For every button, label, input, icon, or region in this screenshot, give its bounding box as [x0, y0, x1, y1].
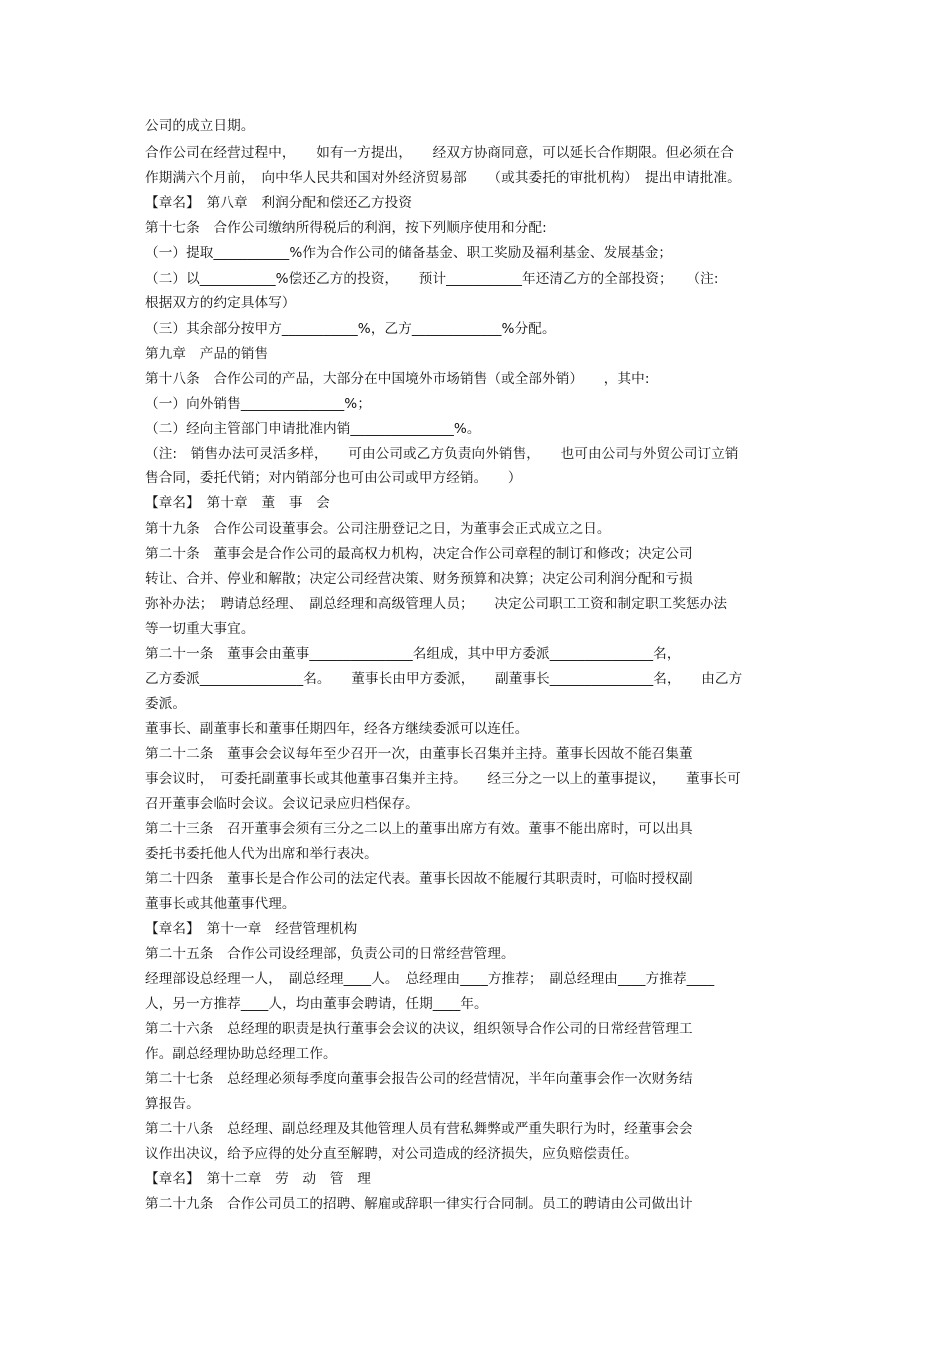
text-line: （二）以___________%偿还乙方的投资， 预计___________年还清乙方的全部投资； （注:	[145, 271, 719, 287]
article-line: 第十八条 合作公司的产品，大部分在中国境外市场销售（或全部外销） ，其中:	[145, 371, 650, 387]
article-line: 第二十四条 董事长是合作公司的法定代表。董事长因故不能履行其职责时，可临时授权副	[145, 871, 693, 887]
text-line: 合作公司在经营过程中， 如有一方提出， 经双方协商同意，可以延长合作期限。但必须在合	[145, 145, 734, 161]
text-line: （一）提取___________%作为合作公司的储备基金、职工奖励及福利基金、发展基金；	[145, 245, 673, 261]
text-line: 根据双方的约定具体写）	[145, 295, 296, 311]
article-line: 第二十七条 总经理必须每季度向董事会报告公司的经营情况，半年向董事会作一次财务结	[145, 1071, 693, 1087]
chapter-heading: 第九章 产品的销售	[145, 346, 269, 362]
text-line: 售合同，委托代销；对内销部分也可由公司或甲方经销。 ）	[145, 470, 522, 486]
article-line: 第二十八条 总经理、副总经理及其他管理人员有营私舞弊或严重失职行为时，经董事会会	[145, 1121, 693, 1137]
text-line: 董事长或其他董事代理。	[145, 896, 296, 912]
text-line: 公司的成立日期。	[145, 118, 255, 134]
text-line: 召开董事会临时会议。会议记录应归档保存。	[145, 796, 419, 812]
text-line: （注: 销售办法可灵活多样， 可由公司或乙方负责向外销售， 也可由公司与外贸公司订立销	[145, 446, 739, 462]
text-line: 乙方委派_______________名。 董事长由甲方委派， 副董事长_______________名， 由乙方	[145, 671, 743, 687]
text-line: 弥补办法； 聘请总经理、 副总经理和高级管理人员； 决定公司职工工资和制定职工奖惩办法	[145, 596, 728, 612]
chapter-heading: 【章名】 第八章 利润分配和偿还乙方投资	[145, 195, 413, 211]
chapter-heading: 【章名】 第十一章 经营管理机构	[145, 921, 358, 937]
text-line: 议作出决议，给予应得的处分直至解聘，对公司造成的经济损失，应负赔偿责任。	[145, 1146, 638, 1162]
chapter-heading: 【章名】 第十章 董 事 会	[145, 495, 330, 511]
text-line: 经理部设总经理一人， 副总经理____人。 总经理由____方推荐； 副总经理由____方推荐____	[145, 971, 715, 987]
text-line: 算报告。	[145, 1096, 200, 1112]
text-line: 人，另一方推荐____人，均由董事会聘请，任期____年。	[145, 996, 488, 1012]
article-line: 第二十条 董事会是合作公司的最高权力机构，决定合作公司章程的制订和修改；决定公司	[145, 546, 693, 562]
article-line: 第二十九条 合作公司员工的招聘、解雇或辞职一律实行合同制。员工的聘请由公司做出计	[145, 1196, 693, 1212]
text-line: 作。副总经理协助总经理工作。	[145, 1046, 337, 1062]
text-line: （三）其余部分按甲方___________%，乙方_____________%分配。	[145, 321, 556, 337]
text-line: 等一切重大事宜。	[145, 621, 255, 637]
article-line: 第二十六条 总经理的职责是执行董事会会议的决议，组织领导合作公司的日常经营管理工	[145, 1021, 693, 1037]
text-line: 事会议时， 可委托副董事长或其他董事召集并主持。 经三分之一以上的董事提议， 董事长可	[145, 771, 741, 787]
text-line: 转让、合并、停业和解散；决定公司经营决策、财务预算和决算；决定公司利润分配和亏损	[145, 571, 693, 587]
text-line: （二）经向主管部门申请批准内销_______________%。	[145, 421, 481, 437]
text-line: （一）向外销售_______________%；	[145, 396, 372, 412]
article-line: 第十七条 合作公司缴纳所得税后的利润，按下列顺序使用和分配:	[145, 220, 547, 236]
article-line: 第二十五条 合作公司设经理部，负责公司的日常经营管理。	[145, 946, 515, 962]
article-line: 第十九条 合作公司设董事会。公司注册登记之日，为董事会正式成立之日。	[145, 521, 611, 537]
article-line: 第二十三条 召开董事会须有三分之二以上的董事出席方有效。董事不能出席时，可以出具	[145, 821, 693, 837]
article-line: 第二十二条 董事会会议每年至少召开一次，由董事长召集并主持。董事长因故不能召集董	[145, 746, 693, 762]
chapter-heading: 【章名】 第十二章 劳 动 管 理	[145, 1171, 371, 1187]
text-line: 作期满六个月前， 向中华人民共和国对外经济贸易部 （或其委托的审批机构） 提出申请批准。	[145, 170, 741, 186]
text-line: 委托书委托他人代为出席和举行表决。	[145, 846, 378, 862]
text-line: 委派。	[145, 696, 187, 712]
article-line: 第二十一条 董事会由董事_______________名组成，其中甲方委派_______________名，	[145, 646, 681, 662]
text-line: 董事长、副董事长和董事任期四年，经各方继续委派可以连任。	[145, 721, 529, 737]
